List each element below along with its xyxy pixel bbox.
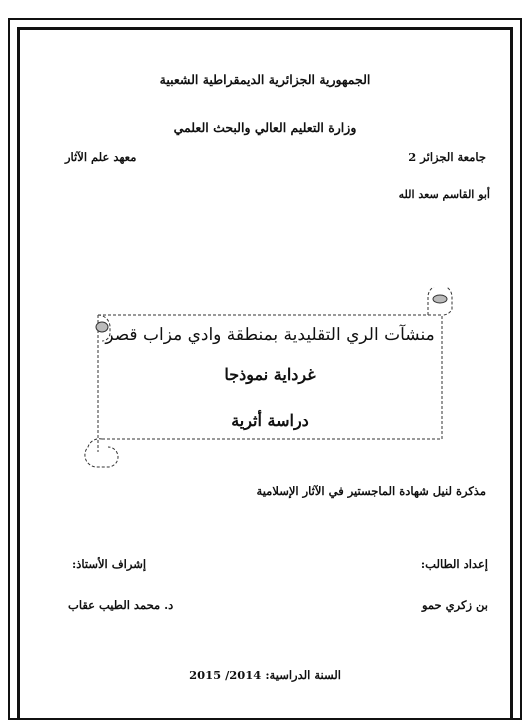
republic-name: الجمهورية الجزائرية الديمقراطية الشعبية: [159, 72, 371, 87]
university-name: جامعة الجزائر 2: [408, 150, 486, 164]
student-name: بن زكري حمو: [421, 598, 488, 612]
institute-name: معهد علم الآثار: [65, 150, 137, 164]
academic-year: السنة الدراسية: 2014/ 2015: [189, 668, 341, 682]
campus-name: أبو القاسم سعد الله: [398, 188, 490, 201]
thesis-title-line-3: دراسة أثرية: [231, 411, 309, 430]
supervision-label: إشراف الأستاذ:: [72, 557, 147, 571]
prepared-by-label: إعداد الطالب:: [420, 557, 488, 571]
supervisor-name: د. محمد الطيب عقاب: [68, 598, 174, 612]
ministry-name: وزارة التعليم العالي والبحث العلمي: [173, 120, 357, 135]
title-scroll: [80, 287, 460, 472]
thesis-title-line-1: منشآت الري التقليدية بمنطقة وادي مزاب قصر: [105, 325, 435, 345]
thesis-title-line-2: غرداية نموذجا: [224, 365, 316, 384]
thesis-note: مذكرة لنيل شهادة الماجستير في الآثار الإسلامية: [256, 484, 486, 498]
